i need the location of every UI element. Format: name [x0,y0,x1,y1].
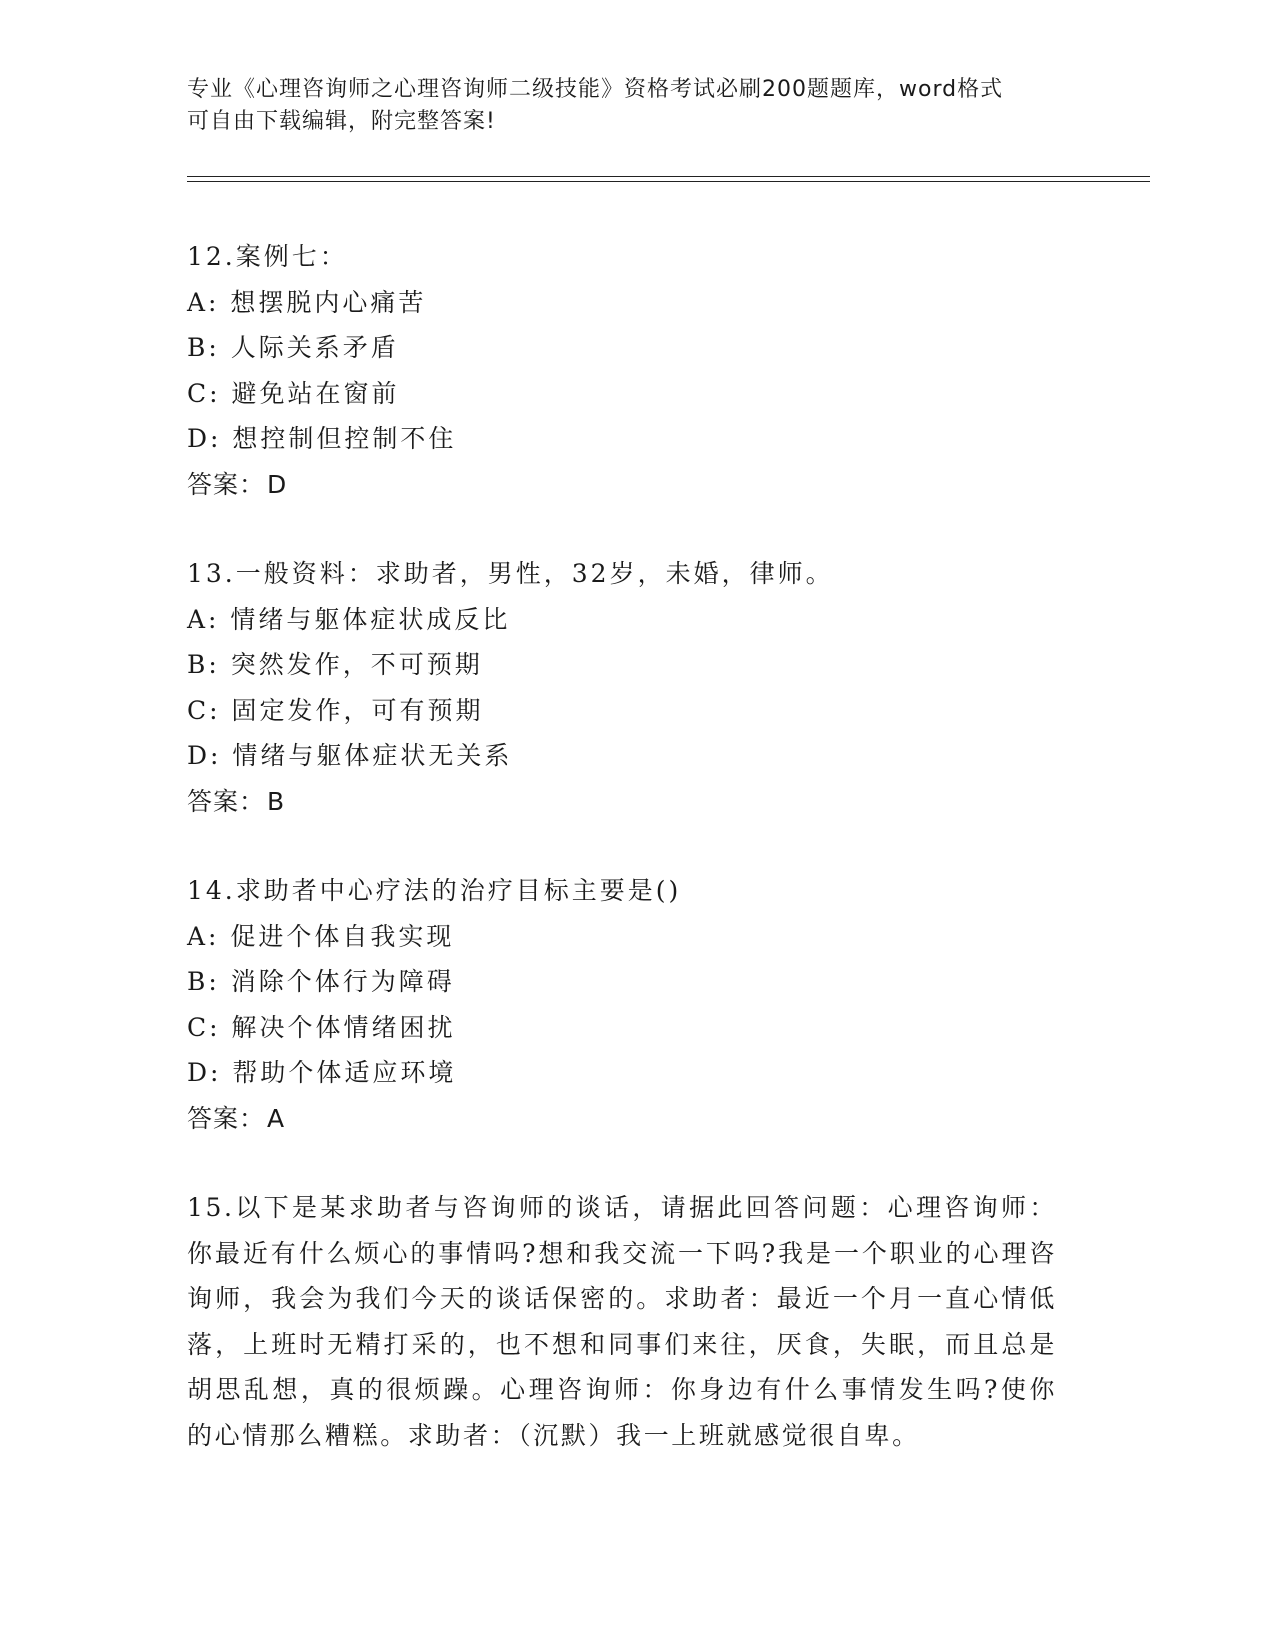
question-15 [187,1185,1067,1458]
answer-label: 答案： [187,786,266,816]
answer-line [187,1096,1067,1142]
question-stem: 13.一般资料：求助者，男性，32岁，未婚，律师。 [187,559,834,588]
document-header [187,74,1067,138]
option-c: C: 避免站在窗前 [187,378,400,408]
answer-line [187,779,1067,825]
answer-label: 答案： [187,469,266,499]
answer-value: D [267,469,288,499]
option-c: C: 解决个体情绪困扰 [187,1012,456,1042]
answer-label: 答案： [187,1103,266,1133]
question-stem: 12.案例七： [187,242,348,271]
question-15-passage: 15.以下是某求助者与咨询师的谈话，请据此回答问题：心理咨询师：你最近有什么烦心的事情吗?想和我交流一下吗?我是一个职业的心理咨询师，我会为我们今天的谈话保密的。求助者：最近一个月一直心情低落，上班时无精打采的，也不想和同事们来往，厌食，失眠，而且总是胡思乱想，真的很烦躁。心理咨询师：你身边有什么事情发生吗?使你的心情那么糟糕。求助者：（沉默）我一上班就感觉很自卑。 [187,1193,1057,1450]
answer-line [187,462,1067,508]
question-list [187,234,1067,1502]
option-a: A: 想摆脱内心痛苦 [187,287,427,317]
question-14 [187,868,1067,1141]
option-d: D: 帮助个体适应环境 [187,1058,457,1087]
option-b: B: 人际关系矛盾 [187,333,399,362]
question-13 [187,551,1067,824]
option-d: D: 情绪与躯体症状无关系 [187,741,513,770]
option-b: B: 突然发作，不可预期 [187,650,483,679]
header-line-2: 可自由下载编辑，附完整答案! [187,109,496,134]
header-line-1: 专业《心理咨询师之心理咨询师二级技能》资格考试必刷200题题库，word格式 [187,77,1004,102]
option-d: D: 想控制但控制不住 [187,424,457,453]
option-b: B: 消除个体行为障碍 [187,967,455,996]
question-12 [187,234,1067,507]
option-a: A: 情绪与躯体症状成反比 [187,604,511,634]
question-stem: 14.求助者中心疗法的治疗目标主要是() [187,876,682,905]
option-c: C: 固定发作，可有预期 [187,695,484,725]
answer-value: A [267,1103,286,1133]
answer-value: B [267,786,286,816]
header-divider-top [187,176,1150,177]
option-a: A: 促进个体自我实现 [187,921,455,951]
header-divider-bottom [187,181,1150,182]
